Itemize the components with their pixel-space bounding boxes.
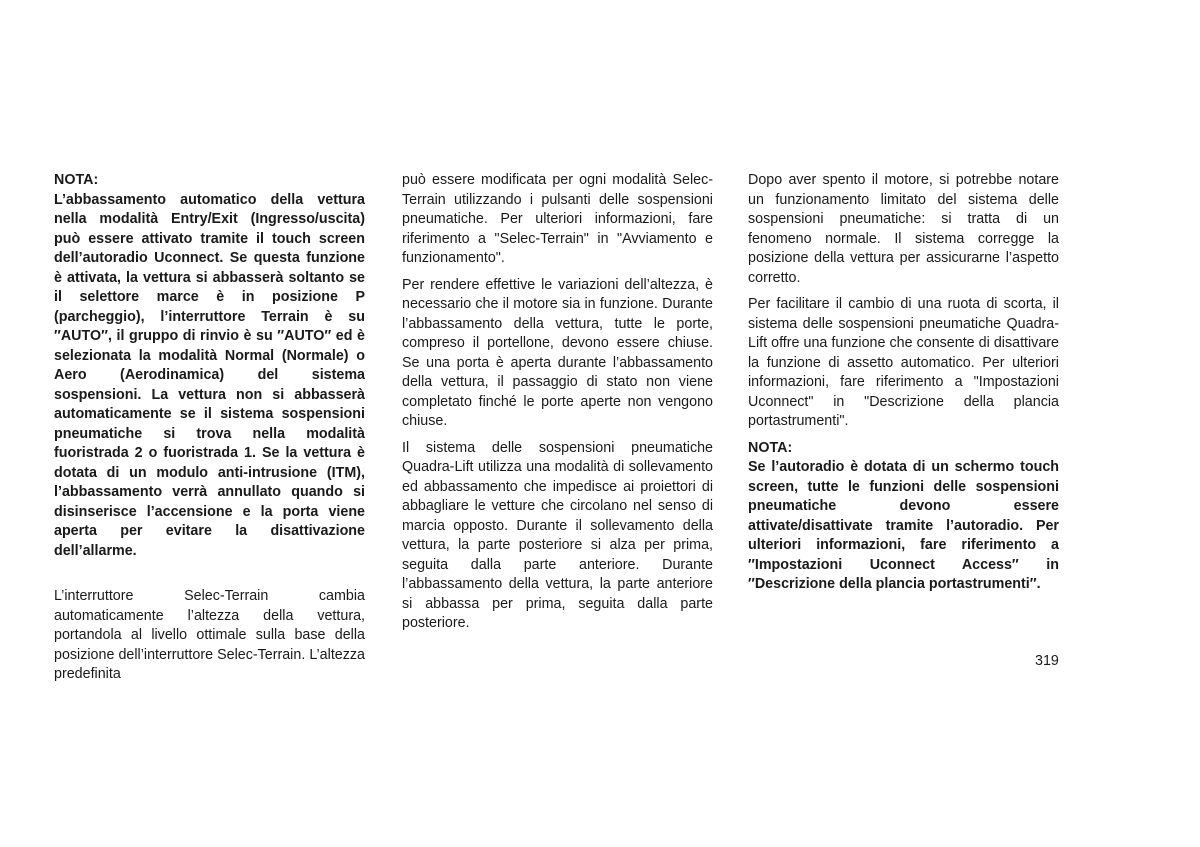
paragraph: Dopo aver spento il motore, si potrebbe notare un funzionamento limitato del sistema delle sospensioni pneumatiche: si tratta di un fenomeno normale. Il sistema corregge la posizione della vettura per assicurarne l’aspetto corretto. (748, 172, 1059, 286)
paragraph: Per facilitare il cambio di una ruota di scorta, il sistema delle sospensioni pneumatiche Quadra-Lift offre una funzione che consente di disattivare la funzione di assetto automatico. Per ulteriori informazioni, fare riferimento a "Impostazioni Uconnect" in "Descrizione della plancia portastrumenti". (748, 296, 1059, 429)
column-right (748, 171, 1059, 602)
column-middle (402, 171, 713, 641)
paragraph: L’interruttore Selec-Terrain cambia automaticamente l’altezza della vettura, portandola al livello ottimale sulla base della posizione dell’interruttore Selec-Terrain. L’altezza predefinita (54, 588, 365, 682)
page-number: 319 (1035, 653, 1059, 669)
paragraph: Il sistema delle sospensioni pneumatiche Quadra-Lift utilizza una modalità di sollevamento ed abbassamento che impedisce ai proiettori di abbagliare le vetture che circolano nel senso di marcia opposto. Durante il sollevamento della vettura, la parte posteriore si alza per prima, seguita dalla parte anteriore. Durante l’abbassamento della vettura, la parte anteriore si abbassa per prima, seguita dalla parte posteriore. (402, 439, 713, 631)
note-text: Se l’autoradio è dotata di un schermo touch screen, tutte le funzioni delle sospensioni pneumatiche devono essere attivate/disattivate tramite l’autoradio. Per ulteriori informazioni, fare riferimento a ″Impostazioni Uconnect Access″ in ″Descrizione della plancia portastrumenti″. (748, 459, 1059, 592)
note-text: L’abbassamento automatico della vettura nella modalità Entry/Exit (Ingresso/uscita) può essere attivato tramite il touch screen dell’autoradio Uconnect. Se questa funzione è attivata, la vettura si abbasserà soltanto se il selettore marce è in posizione P (parcheggio), l’interruttore Terrain è su ″AUTO″, il gruppo di rinvio è su ″AUTO″ ed è selezionata la modalità Normal (Normale) o Aero (Aerodinamica) del sistema sospensioni. La vettura non si abbasserà automaticamente se il sistema sospensioni pneumatiche si trova nella modalità fuoristrada 2 o fuoristrada 1. Se la vettura è dotata di un modulo anti-intrusione (ITM), l’abbassamento verrà annullato quando si disinserisce l’accensione e la porta viene aperta per evitare la disattivazione dell’allarme. (54, 191, 365, 559)
paragraph: Per rendere effettive le variazioni dell’altezza, è necessario che il motore sia in funzione. Durante l’abbassamento della vettura, tutte le porte, compreso il portellone, devono essere chiuse. Se una porta è aperta durante l’abbassamento della vettura, il passaggio di stato non viene completato finché le porte aperte non vengono chiuse. (402, 276, 713, 429)
column-left (54, 171, 365, 692)
note-label: NOTA: (748, 439, 793, 456)
note-label: NOTA: (54, 172, 99, 188)
paragraph: può essere modificata per ogni modalità Selec-Terrain utilizzando i pulsanti delle sospensioni pneumatiche. Per ulteriori informazioni, fare riferimento a "Selec-Terrain" in "Avviamento e funzionamento". (402, 172, 713, 266)
